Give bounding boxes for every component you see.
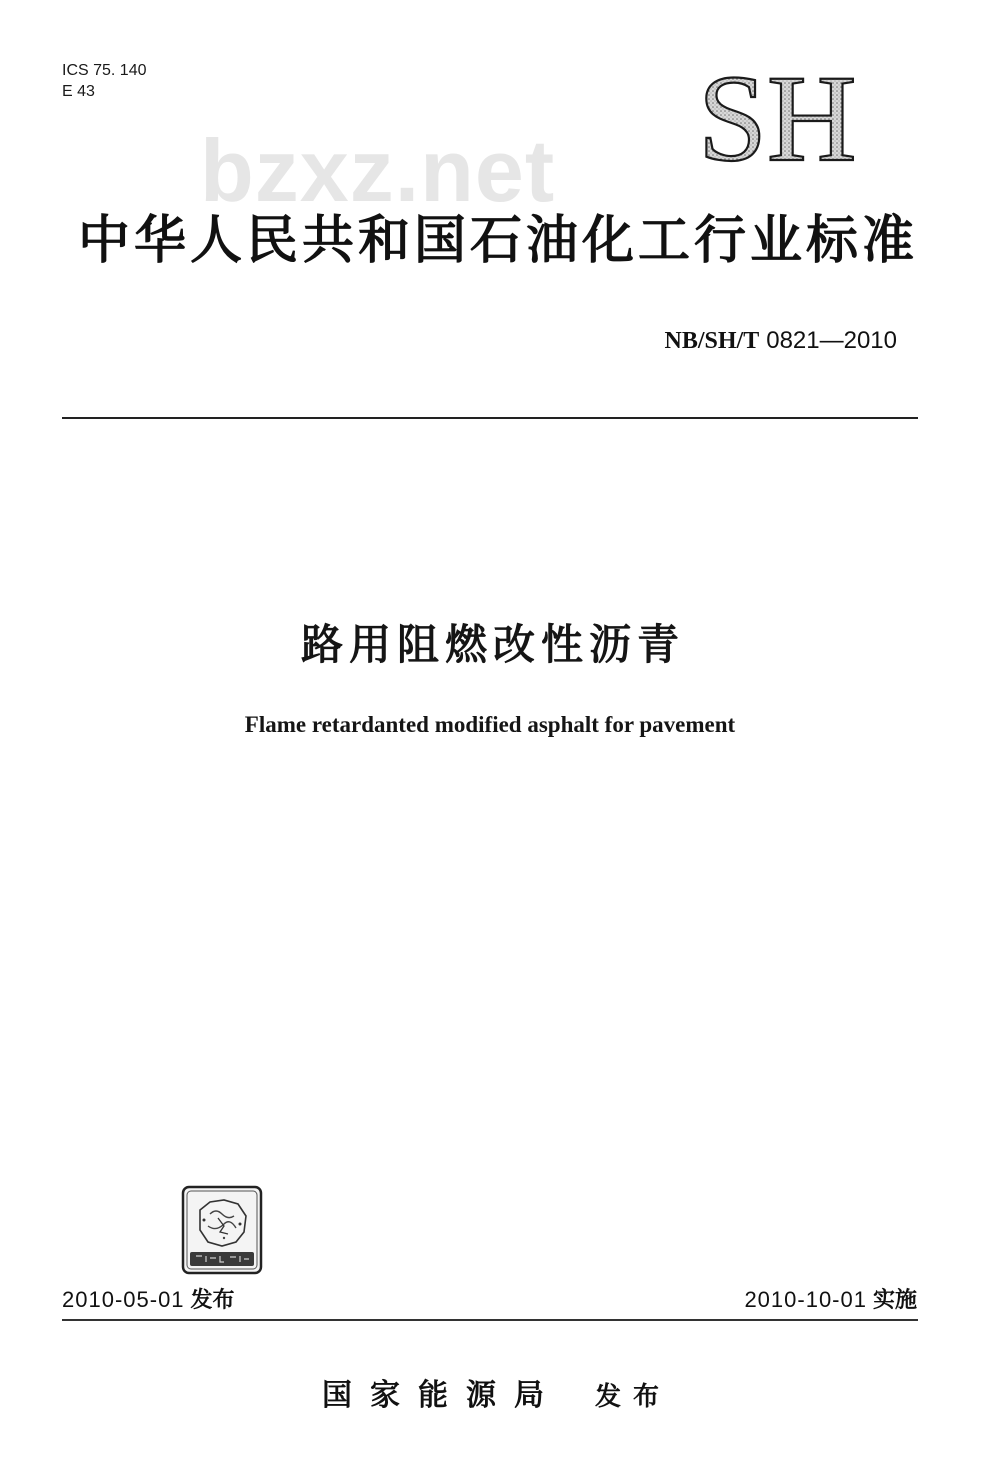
issuing-authority [322,1378,671,1415]
implementation-date-line [744,1286,917,1315]
seal-stamp-icon [180,1184,264,1276]
sh-logo [692,62,872,170]
footer-divider [62,1319,918,1321]
standard-code-prefix: NB/SH/T [664,328,760,354]
watermark: bzxz.net [200,121,556,220]
standard-category-title: 中华人民共和国石油化工行业标准 [78,211,919,271]
standard-code-number: 0821—2010 [766,327,897,354]
header-divider [62,417,918,419]
standard-number [665,326,897,356]
issue-date: 2010-05-01 [62,1287,185,1312]
implementation-date: 2010-10-01 [744,1287,867,1312]
issue-date-label: 发布 [190,1288,235,1313]
ics-code: ICS 75. 140 [62,62,147,79]
issuer-label: 发布 [595,1382,672,1412]
ccs-code: E 43 [62,83,95,100]
issuer-name: 国家能源局 [322,1378,562,1413]
implementation-date-label: 实施 [872,1288,917,1313]
sh-logo-text: SH [698,62,857,170]
document-title-chinese: 路用阻燃改性沥青 [300,620,685,669]
document-title-english: Flame retardanted modified asphalt for pavement [244,712,736,737]
classification-codes [62,60,147,102]
issue-date-line [62,1286,235,1315]
